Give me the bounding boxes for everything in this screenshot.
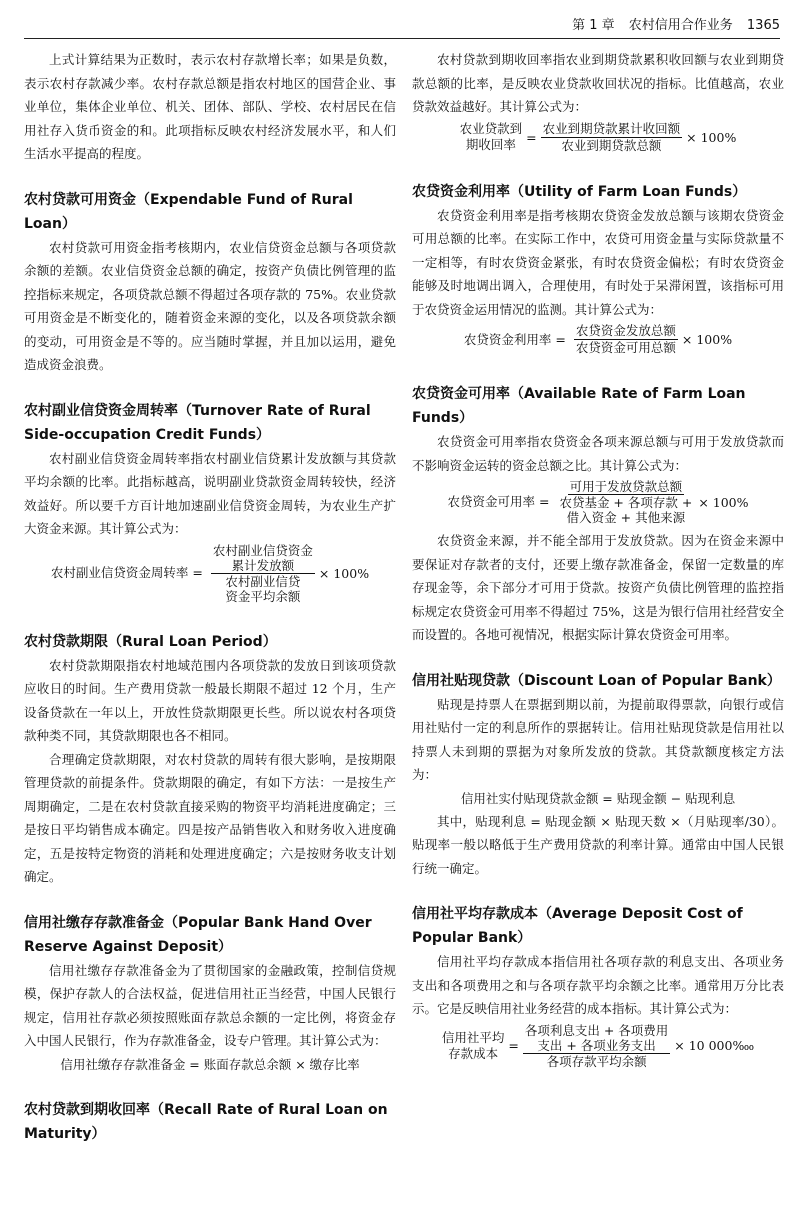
equals-sign: = xyxy=(508,1038,519,1053)
formula xyxy=(24,543,396,604)
entry-heading: 农贷资金可用率（Available Rate of Farm Loan Funds） xyxy=(412,386,746,426)
numerator-line: 各项利息支出 + 各项费用 xyxy=(524,1022,669,1038)
chapter-number: 第 1 章 xyxy=(572,18,615,33)
paragraph: 农村贷款可用资金指考核期内，农业信贷资金总额与各项贷款余额的差额。农业信贷资金总额的确定，按资产负债比例管理的监控指标来规定，各项贷款总额不得超过各项存款的 75%。农业贷款可用资金是不断变化的，随着资金来源的变化，以及各项贷款余额的变动，可用资金是不等的。应当随时掌握，并且加以运用，避免造成资金浪费。 xyxy=(24,239,396,372)
entry-heading: 农贷资金利用率（Utility of Farm Loan Funds） xyxy=(412,183,747,200)
paragraph: 农贷资金可用率指农贷资金各项来源总额与可用于发放贷款而不影响资金运转的资金总额之比。其计算公式为： xyxy=(412,434,784,473)
formula-tail: × 100% xyxy=(698,494,749,510)
formula-lhs xyxy=(442,1030,505,1062)
paragraph: 贴现是持票人在票据到期以前，为提前取得票款，向银行或信用社贴付一定的利息所作的票据转让。信用社贴现贷款是信用社以持票人未到期的票据为对象所发放的贷款。其贷款额度核定方法为： xyxy=(412,696,784,782)
denominator-line: 农村副业信贷 xyxy=(225,573,301,589)
formula-fraction xyxy=(211,543,315,604)
entry-heading: 农村副业信贷资金周转率（Turnover Rate of Rural Side-occupation Credit Funds） xyxy=(24,402,371,443)
equals-sign: = xyxy=(526,129,537,145)
fraction-numerator xyxy=(523,1023,670,1054)
denominator-line: 借入资金 + 其他来源 xyxy=(566,510,686,525)
chapter-title: 农村信用合作业务 xyxy=(628,18,733,33)
lhs-line: 存款成本 xyxy=(448,1045,499,1061)
formula xyxy=(412,121,784,154)
paragraph: 农村贷款到期收回率指农业到期贷款累积收回额与农业到期贷款总额的比率，是反映农业贷款收回状况的指标。比值越高，农业贷款效益越好。其计算公式为： xyxy=(412,52,784,114)
formula-tail: × 100% xyxy=(318,565,370,581)
paragraph: 农村贷款期限指农村地域范围内各项贷款的发放日到该项贷款应收日的时间。生产费用贷款一般最长期限不超过 12 个月，生产设备贷款在一年以上，开放性贷款期限更长些。所以说农村各项贷款种类不同，其贷款期限也各不相同。 xyxy=(24,657,396,743)
numerator-line: 支出 + 各项业务支出 xyxy=(537,1037,656,1053)
paragraph: 信用社平均存款成本指信用社各项存款的利息支出、各项业务支出和各项费用之和与各项存款平均余额之比率。通常用万分比表示。它是反映信用社业务经营的成本指标。其计算公式为： xyxy=(412,954,784,1016)
formula-tail: × 100% xyxy=(686,129,737,145)
fraction-denominator xyxy=(557,495,694,525)
formula-lhs: 农村副业信贷资金周转率 = xyxy=(50,565,203,580)
formula-fraction xyxy=(574,323,678,356)
paragraph: 上式计算结果为正数时，表示农村存款增长率；如果是负数，表示农村存款减少率。农村存款总额是指农村地区的国营企业、事业单位，集体企业单位、机关、团体、部队、学校、农村居民在信用社存入货币资金的和。此项指标反映农村经济发展水平，和人们生活水平提高的程度。 xyxy=(24,52,396,161)
paragraph: 农贷资金利用率是指考核期农贷资金发放总额与该期农贷资金可用总额的比率。在实际工作中，农贷可用资金量与实际贷款量不一定相等，有时农贷资金紧张，有时农贷资金偏松；有时农贷资金能够及时地调出调入，合理使用，有时处于呆滞闲置，该指标可用于农贷资金运用情况的监测。其计算公式为： xyxy=(412,207,784,317)
paragraph: 农贷资金来源，并不能全部用于发放贷款。因为在资金来源中要保证对存款者的支付，还要上缴存款准备金，保留一定数量的库存现金等，余下部分才可用于贷款。按资产负债比例管理的监控指标规定农贷资金可用率不得超过 75%，这是为银行信用社经营安全而设置的。各地可视情况，根据实际计算农贷资金可用率。 xyxy=(412,533,784,642)
formula: 信用社实付贴现贷款金额 = 贴现金额 − 贴现利息 xyxy=(460,790,736,806)
lhs-line: 期收回率 xyxy=(465,137,516,152)
formula xyxy=(412,323,784,356)
numerator-line: 农村副业信贷资金 xyxy=(212,542,313,558)
entry-heading: 农村贷款期限（Rural Loan Period） xyxy=(24,633,277,650)
page-header xyxy=(24,8,780,39)
formula: 信用社缴存存款准备金 = 账面存款总余额 × 缴存比率 xyxy=(60,1056,360,1072)
fraction-numerator: 可用于发放贷款总额 xyxy=(569,479,683,494)
page-number: 1365 xyxy=(746,18,780,33)
formula-tail: × 100% xyxy=(681,332,733,347)
entry-heading: 信用社缴存存款准备金（Popular Bank Hand Over Reserve Against Deposit） xyxy=(24,914,372,955)
lhs-line: 信用社平均 xyxy=(441,1029,505,1045)
formula-fraction xyxy=(557,479,694,525)
entry-heading: 信用社平均存款成本（Average Deposit Cost of Popular Bank） xyxy=(412,906,743,946)
paragraph: 其中，贴现利息 = 贴现金额 × 贴现天数 ×（月贴现率/30）。贴现率一般以略低于生产费用贷款的利率计算。通常由中国人民银行统一确定。 xyxy=(412,813,784,876)
denominator-line: 农贷基金 + 各项存款 + xyxy=(559,495,693,510)
formula-fraction xyxy=(541,121,683,154)
fraction-numerator: 农贷资金发放总额 xyxy=(575,323,676,338)
formula-tail: × 10 000‱ xyxy=(674,1038,755,1053)
fraction-numerator xyxy=(211,543,315,574)
entry-heading: 农村贷款可用资金（Expendable Fund of Rural Loan） xyxy=(24,191,353,232)
formula-lhs: 农贷资金可用率 = xyxy=(447,494,550,509)
paragraph: 合理确定贷款期限，对农村贷款的周转有很大影响，是按期限管理贷款的前提条件。贷款期限的确定，有如下方法：一是按生产周期确定，二是在农村贷款直接采购的物资平均消耗进度确定；三是按日平均销售成本确定。四是按产品销售收入和财务收入进度确定，五是按特定物资的消耗和处理进度确定；六是按财务收支计划确定。 xyxy=(24,751,396,884)
running-head xyxy=(562,14,780,33)
left-column xyxy=(24,48,396,1146)
entry-heading: 信用社贴现贷款（Discount Loan of Popular Bank） xyxy=(412,672,781,689)
fraction-denominator: 各项存款平均余额 xyxy=(546,1053,647,1069)
right-column xyxy=(412,48,784,1073)
formula-lhs xyxy=(460,121,523,153)
fraction-denominator xyxy=(223,574,302,604)
numerator-line: 累计发放额 xyxy=(231,557,295,573)
entry-heading: 农村贷款到期收回率（Recall Rate of Rural Loan on Maturity） xyxy=(24,1101,388,1142)
fraction-denominator: 农贷资金可用总额 xyxy=(575,340,676,355)
formula-lhs: 农贷资金利用率 = xyxy=(463,331,566,347)
fraction-numerator: 农业到期贷款累计收回额 xyxy=(542,120,681,136)
lhs-line: 农业贷款到 xyxy=(459,121,523,136)
formula-fraction xyxy=(523,1023,670,1069)
denominator-line: 资金平均余额 xyxy=(225,588,301,604)
paragraph: 信用社缴存存款准备金为了贯彻国家的金融政策，控制信贷规模，保护存款人的合法权益，促进信用社正当经营，中国人民银行规定，信用社存款必须按照账面存款总余额的一定比例，将资金存入中国人民银行，作为存款准备金，设专户管理。其计算公式为： xyxy=(24,962,396,1048)
fraction-denominator: 农业到期贷款总额 xyxy=(561,137,662,153)
formula xyxy=(412,479,784,525)
paragraph: 农村副业信贷资金周转率指农村副业信贷累计发放额与其贷款平均余额的比率。此指标越高，说明副业贷款资金周转较快，经济效益好。所以要千方百计地加速副业信贷资金周转，为农业生产扩大资金来源。其计算公式为： xyxy=(24,450,396,536)
formula xyxy=(412,1023,784,1069)
